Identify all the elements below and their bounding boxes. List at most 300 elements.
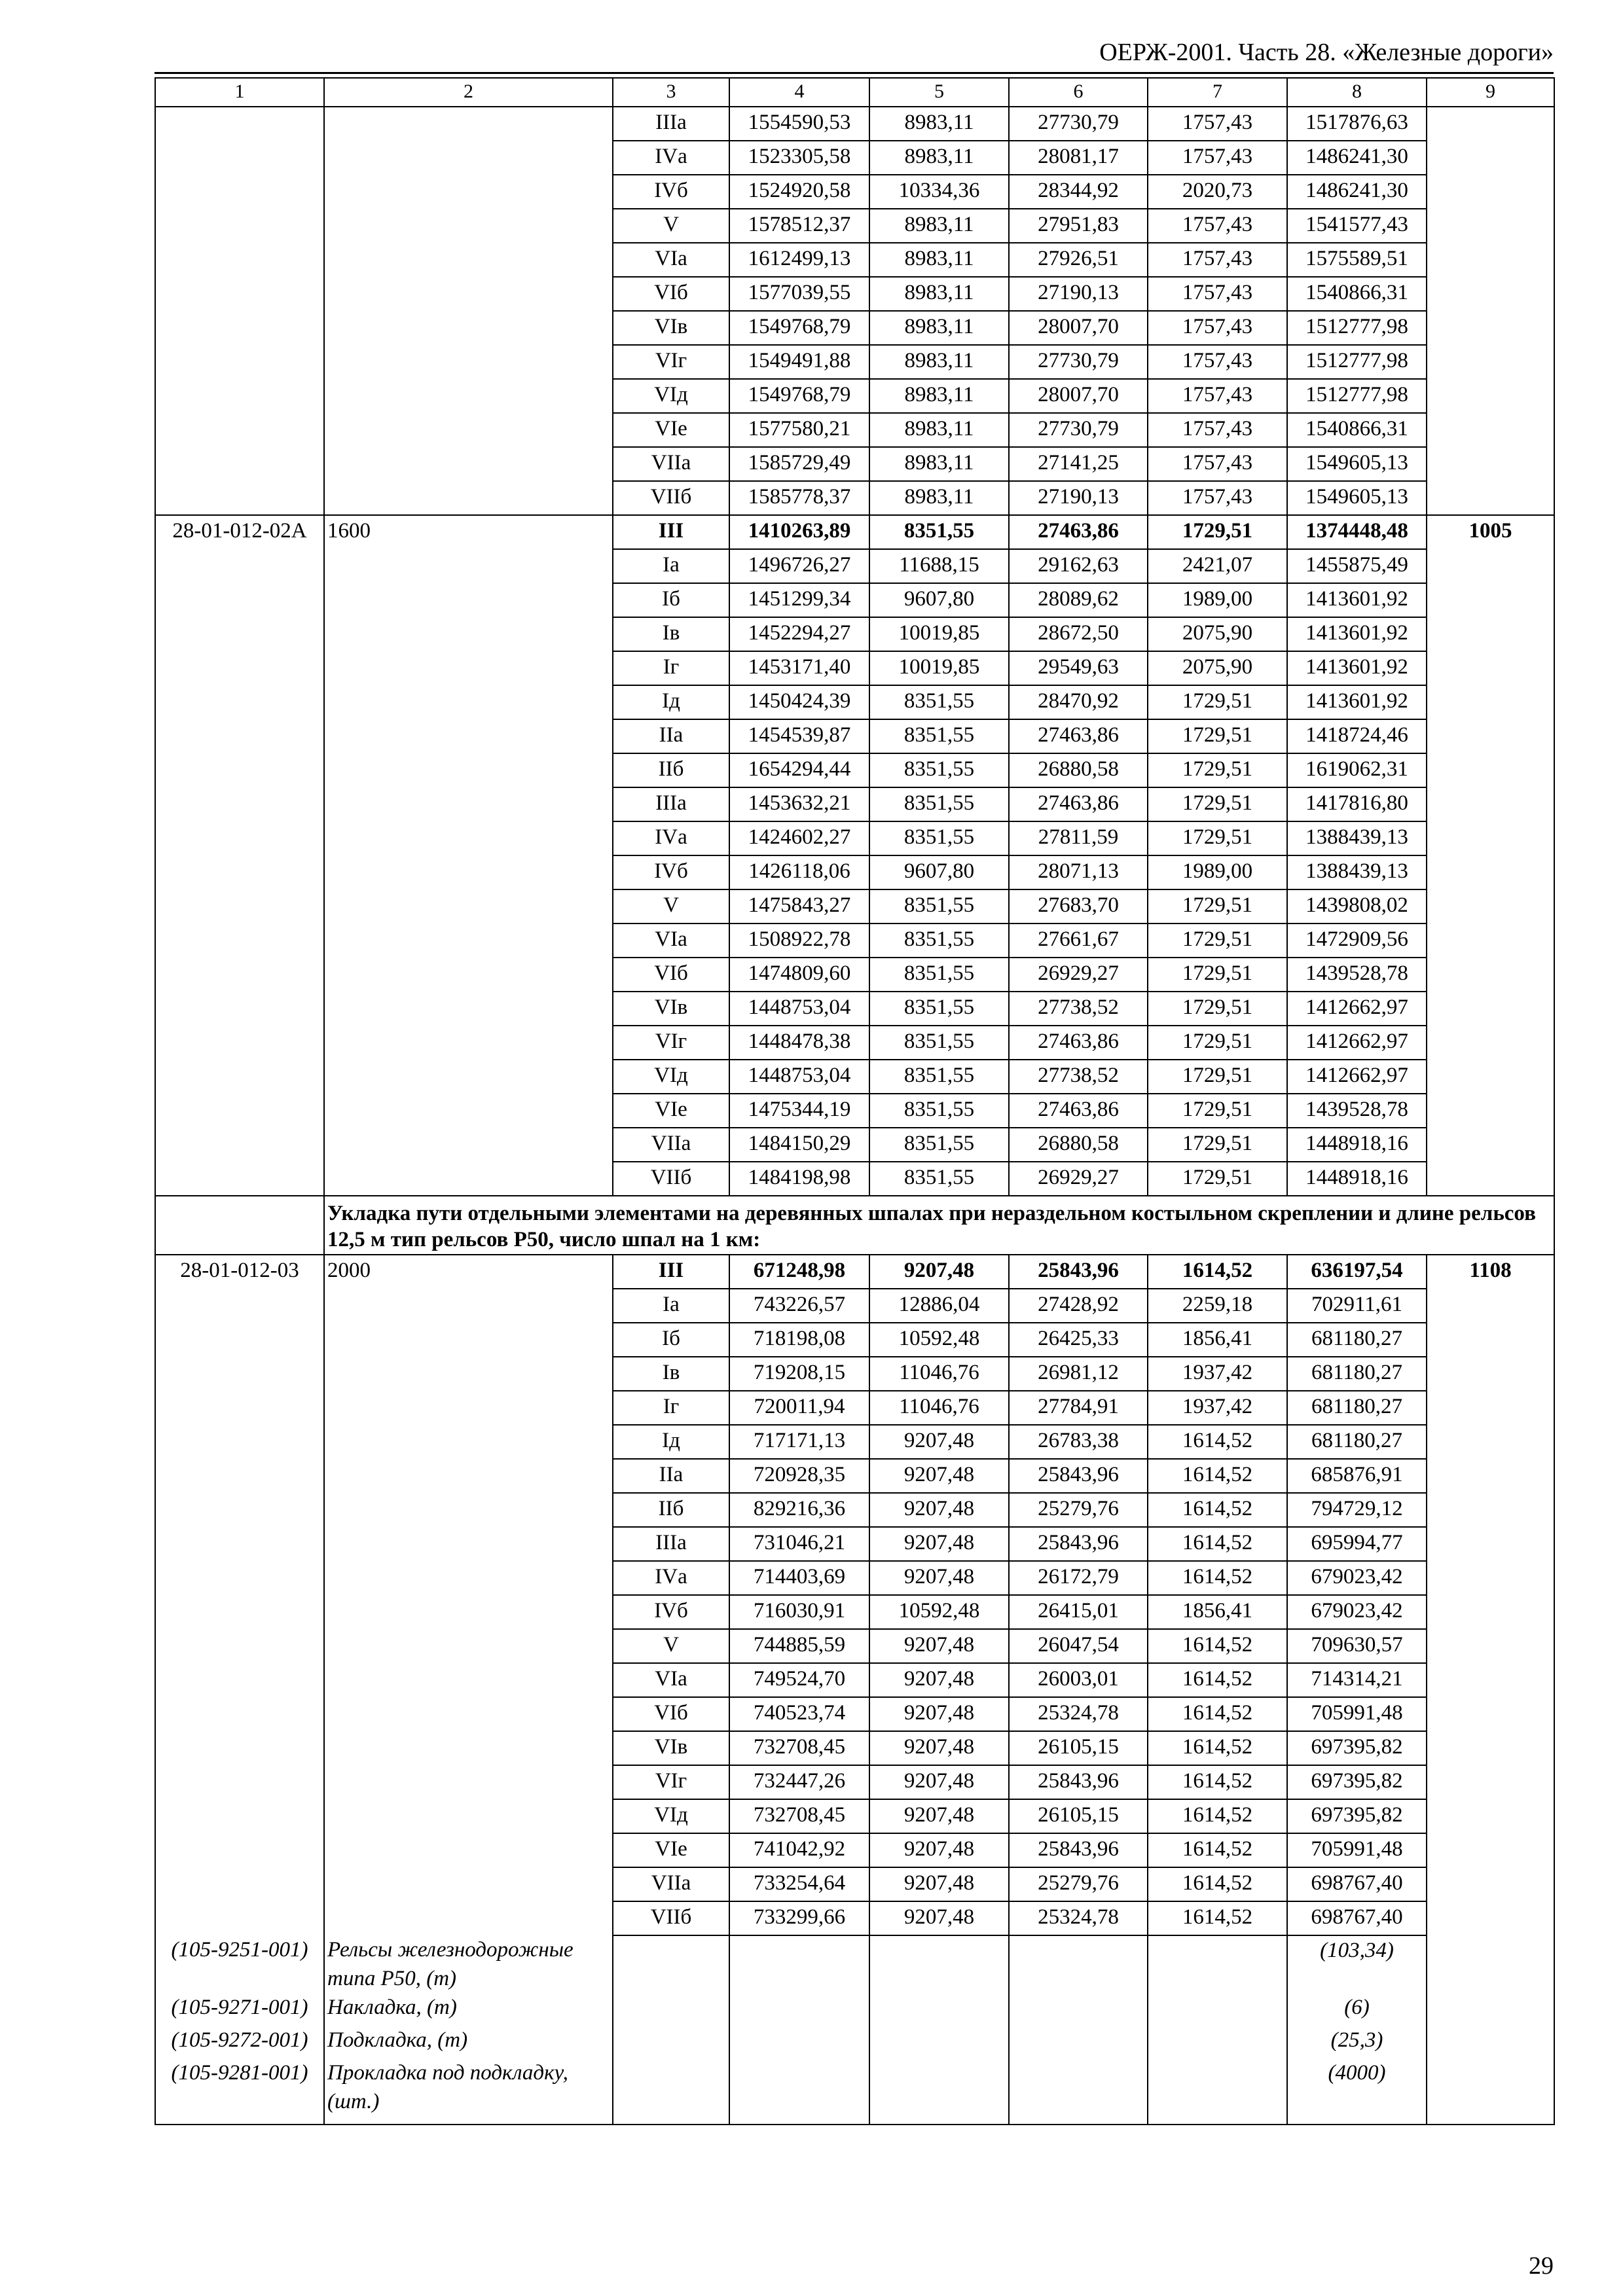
value-cell: 1614,52	[1148, 1799, 1287, 1833]
value-cell: 1585729,49	[729, 447, 869, 481]
table-row	[155, 1867, 1554, 1901]
value-cell: 11046,76	[869, 1357, 1009, 1391]
column-number: 5	[869, 78, 1009, 107]
value-cell: 1413601,92	[1287, 685, 1427, 719]
col9-cell	[1427, 889, 1554, 924]
sleeper-count-cell	[324, 1833, 613, 1867]
code-cell	[155, 1697, 324, 1731]
value-cell: 28007,70	[1009, 379, 1148, 413]
value-cell: 1577580,21	[729, 413, 869, 447]
code-cell	[155, 1527, 324, 1561]
resource-value: (103,34)	[1287, 1935, 1427, 1993]
value-cell: 9207,48	[869, 1765, 1009, 1799]
value-cell: 1578512,37	[729, 209, 869, 243]
code-cell	[155, 1425, 324, 1459]
value-cell: 2020,73	[1148, 175, 1287, 209]
code-cell	[155, 719, 324, 753]
empty-cell	[613, 2026, 729, 2058]
code-cell	[155, 1357, 324, 1391]
value-cell: 829216,36	[729, 1493, 869, 1527]
value-cell: 1614,52	[1148, 1731, 1287, 1765]
value-cell: 9207,48	[869, 1255, 1009, 1289]
zone-cell: VIб	[613, 1697, 729, 1731]
zone-cell: VIIа	[613, 1867, 729, 1901]
value-cell: 26003,01	[1009, 1663, 1148, 1697]
value-cell: 26783,38	[1009, 1425, 1148, 1459]
col9-cell	[1427, 1833, 1554, 1867]
sleeper-count-cell	[324, 413, 613, 447]
column-number: 3	[613, 78, 729, 107]
value-cell: 9207,48	[869, 1561, 1009, 1595]
sleeper-count-cell	[324, 787, 613, 821]
value-cell: 28081,17	[1009, 141, 1148, 175]
table-row	[155, 651, 1554, 685]
value-cell: 1388439,13	[1287, 821, 1427, 855]
value-cell: 1496726,27	[729, 549, 869, 583]
table-row	[155, 1799, 1554, 1833]
table-row	[155, 583, 1554, 617]
value-cell: 1374448,48	[1287, 515, 1427, 549]
value-cell: 27661,67	[1009, 924, 1148, 958]
value-cell: 1453171,40	[729, 651, 869, 685]
code-cell	[155, 1799, 324, 1833]
resource-row	[155, 1935, 1554, 1993]
value-cell: 1654294,44	[729, 753, 869, 787]
value-cell: 10019,85	[869, 617, 1009, 651]
value-cell: 1614,52	[1148, 1663, 1287, 1697]
value-cell: 25279,76	[1009, 1867, 1148, 1901]
value-cell: 28089,62	[1009, 583, 1148, 617]
col9-cell	[1427, 481, 1554, 515]
col9-cell	[1427, 719, 1554, 753]
zone-cell: IIб	[613, 1493, 729, 1527]
value-cell: 8983,11	[869, 447, 1009, 481]
table-row	[155, 515, 1554, 549]
code-cell	[155, 345, 324, 379]
sleeper-count-cell	[324, 1128, 613, 1162]
resource-row	[155, 2058, 1554, 2125]
resource-row	[155, 2026, 1554, 2058]
value-cell: 1757,43	[1148, 311, 1287, 345]
col9-cell	[1427, 345, 1554, 379]
value-cell: 27951,83	[1009, 209, 1148, 243]
value-cell: 733254,64	[729, 1867, 869, 1901]
value-cell: 1412662,97	[1287, 1060, 1427, 1094]
value-cell: 697395,82	[1287, 1731, 1427, 1765]
code-cell	[155, 1060, 324, 1094]
zone-cell: Iв	[613, 1357, 729, 1391]
value-cell: 25843,96	[1009, 1765, 1148, 1799]
sleeper-count-cell	[324, 209, 613, 243]
value-cell: 8351,55	[869, 685, 1009, 719]
value-cell: 1757,43	[1148, 413, 1287, 447]
resource-row	[155, 1993, 1554, 2026]
value-cell: 8983,11	[869, 107, 1009, 141]
empty-cell	[869, 2026, 1009, 2058]
empty-cell	[613, 2058, 729, 2125]
value-cell: 1729,51	[1148, 787, 1287, 821]
value-cell: 9207,48	[869, 1731, 1009, 1765]
table-row	[155, 481, 1554, 515]
value-cell: 720928,35	[729, 1459, 869, 1493]
sleeper-count-cell	[324, 1561, 613, 1595]
value-cell: 743226,57	[729, 1289, 869, 1323]
zone-cell: VIIб	[613, 1162, 729, 1196]
table-row	[155, 1595, 1554, 1629]
col9-cell	[1427, 379, 1554, 413]
value-cell: 26172,79	[1009, 1561, 1148, 1595]
value-cell: 25843,96	[1009, 1833, 1148, 1867]
table-row	[155, 924, 1554, 958]
zone-cell: VIIб	[613, 481, 729, 515]
table-row	[155, 107, 1554, 141]
zone-cell: III	[613, 1255, 729, 1289]
sleeper-count-cell	[324, 821, 613, 855]
resource-value: (25,3)	[1287, 2026, 1427, 2058]
sleeper-count-cell	[324, 617, 613, 651]
zone-cell: Iб	[613, 583, 729, 617]
value-cell: 1729,51	[1148, 1026, 1287, 1060]
code-cell	[155, 787, 324, 821]
zone-cell: Iб	[613, 1323, 729, 1357]
code-cell	[155, 1561, 324, 1595]
table-row	[155, 1391, 1554, 1425]
col9-cell	[1427, 787, 1554, 821]
sleeper-count-cell	[324, 1765, 613, 1799]
value-cell: 25843,96	[1009, 1255, 1148, 1289]
value-cell: 1614,52	[1148, 1901, 1287, 1935]
section-title-row	[155, 1196, 1554, 1255]
column-number: 4	[729, 78, 869, 107]
table-row	[155, 1493, 1554, 1527]
value-cell: 1937,42	[1148, 1391, 1287, 1425]
col9-cell	[1427, 1867, 1554, 1901]
value-cell: 1517876,63	[1287, 107, 1427, 141]
value-cell: 27463,86	[1009, 515, 1148, 549]
zone-cell: IIа	[613, 1459, 729, 1493]
value-cell: 1757,43	[1148, 141, 1287, 175]
col9-cell	[1427, 685, 1554, 719]
value-cell: 8983,11	[869, 141, 1009, 175]
value-cell: 2075,90	[1148, 651, 1287, 685]
col9-cell	[1427, 1629, 1554, 1663]
value-cell: 1757,43	[1148, 345, 1287, 379]
value-cell: 732447,26	[729, 1765, 869, 1799]
sleeper-count-cell	[324, 277, 613, 311]
col9-cell	[1427, 1026, 1554, 1060]
value-cell: 1757,43	[1148, 277, 1287, 311]
table-row	[155, 753, 1554, 787]
col9-cell	[1427, 107, 1554, 141]
sleeper-count-cell	[324, 175, 613, 209]
table-row	[155, 1697, 1554, 1731]
value-cell: 27926,51	[1009, 243, 1148, 277]
zone-cell: VIIа	[613, 1128, 729, 1162]
table-row	[155, 1323, 1554, 1357]
col9-cell	[1427, 1425, 1554, 1459]
zone-cell: V	[613, 209, 729, 243]
value-cell: 27190,13	[1009, 481, 1148, 515]
value-cell: 8983,11	[869, 243, 1009, 277]
table-row	[155, 821, 1554, 855]
table-row	[155, 1561, 1554, 1595]
value-cell: 27463,86	[1009, 1094, 1148, 1128]
value-cell: 1729,51	[1148, 992, 1287, 1026]
value-cell: 1484198,98	[729, 1162, 869, 1196]
value-cell: 698767,40	[1287, 1867, 1427, 1901]
value-cell: 1512777,98	[1287, 379, 1427, 413]
table-row	[155, 719, 1554, 753]
code-cell	[155, 1493, 324, 1527]
value-cell: 27190,13	[1009, 277, 1148, 311]
col9-cell	[1427, 1060, 1554, 1094]
zone-cell: IVа	[613, 821, 729, 855]
value-cell: 1448918,16	[1287, 1162, 1427, 1196]
value-cell: 1453632,21	[729, 787, 869, 821]
value-cell: 1729,51	[1148, 1060, 1287, 1094]
value-cell: 27738,52	[1009, 992, 1148, 1026]
col9-cell	[1427, 855, 1554, 889]
value-cell: 1614,52	[1148, 1765, 1287, 1799]
sleeper-count-cell	[324, 447, 613, 481]
table-row	[155, 1663, 1554, 1697]
value-cell: 8983,11	[869, 277, 1009, 311]
value-cell: 27463,86	[1009, 719, 1148, 753]
value-cell: 1388439,13	[1287, 855, 1427, 889]
value-cell: 697395,82	[1287, 1765, 1427, 1799]
value-cell: 11688,15	[869, 549, 1009, 583]
table-row	[155, 855, 1554, 889]
value-cell: 1614,52	[1148, 1833, 1287, 1867]
table-row	[155, 1128, 1554, 1162]
table-row	[155, 617, 1554, 651]
zone-cell: Iв	[613, 617, 729, 651]
code-cell	[155, 107, 324, 141]
resource-value: (4000)	[1287, 2058, 1427, 2125]
value-cell: 26929,27	[1009, 1162, 1148, 1196]
zone-cell: VIа	[613, 1663, 729, 1697]
col9-cell: 1005	[1427, 515, 1554, 549]
value-cell: 1937,42	[1148, 1357, 1287, 1391]
zone-cell: IIа	[613, 719, 729, 753]
value-cell: 1614,52	[1148, 1629, 1287, 1663]
value-cell: 1614,52	[1148, 1867, 1287, 1901]
col9-cell	[1427, 1799, 1554, 1833]
sleeper-count-cell	[324, 345, 613, 379]
value-cell: 1577039,55	[729, 277, 869, 311]
table-row	[155, 1357, 1554, 1391]
sleeper-count-cell	[324, 243, 613, 277]
code-cell	[155, 992, 324, 1026]
sleeper-count-cell	[324, 753, 613, 787]
value-cell: 1729,51	[1148, 1094, 1287, 1128]
value-cell: 716030,91	[729, 1595, 869, 1629]
value-cell: 8351,55	[869, 992, 1009, 1026]
value-cell: 1585778,37	[729, 481, 869, 515]
value-cell: 1541577,43	[1287, 209, 1427, 243]
value-cell: 705991,48	[1287, 1833, 1427, 1867]
col9-cell	[1427, 958, 1554, 992]
empty-cell	[1427, 2026, 1554, 2058]
column-number: 6	[1009, 78, 1148, 107]
value-cell: 1540866,31	[1287, 277, 1427, 311]
col9-cell	[1427, 1289, 1554, 1323]
value-cell: 9207,48	[869, 1867, 1009, 1901]
zone-cell: VIа	[613, 924, 729, 958]
page-number: 29	[1529, 2252, 1554, 2280]
value-cell: 1475344,19	[729, 1094, 869, 1128]
value-cell: 1486241,30	[1287, 141, 1427, 175]
col9-cell	[1427, 447, 1554, 481]
value-cell: 25843,96	[1009, 1527, 1148, 1561]
value-cell: 26929,27	[1009, 958, 1148, 992]
value-cell: 1512777,98	[1287, 345, 1427, 379]
code-cell	[155, 1833, 324, 1867]
col9-cell	[1427, 617, 1554, 651]
value-cell: 25324,78	[1009, 1901, 1148, 1935]
column-number: 9	[1427, 78, 1554, 107]
table-row	[155, 1459, 1554, 1493]
value-cell: 671248,98	[729, 1255, 869, 1289]
table-row	[155, 1060, 1554, 1094]
code-cell	[155, 209, 324, 243]
value-cell: 1508922,78	[729, 924, 869, 958]
zone-cell: VIд	[613, 1799, 729, 1833]
empty-cell	[1009, 1935, 1148, 1993]
value-cell: 9207,48	[869, 1493, 1009, 1527]
value-cell: 8351,55	[869, 1162, 1009, 1196]
value-cell: 25324,78	[1009, 1697, 1148, 1731]
value-cell: 1439528,78	[1287, 1094, 1427, 1128]
value-cell: 1540866,31	[1287, 413, 1427, 447]
table-row	[155, 958, 1554, 992]
value-cell: 681180,27	[1287, 1425, 1427, 1459]
value-cell: 749524,70	[729, 1663, 869, 1697]
zone-cell: VIв	[613, 992, 729, 1026]
col9-cell	[1427, 1128, 1554, 1162]
sleeper-count-cell	[324, 1867, 613, 1901]
col9-cell	[1427, 1901, 1554, 1935]
sleeper-count-cell	[324, 1901, 613, 1935]
value-cell: 1729,51	[1148, 958, 1287, 992]
value-cell: 8983,11	[869, 345, 1009, 379]
col9-cell	[1427, 1663, 1554, 1697]
value-cell: 8351,55	[869, 719, 1009, 753]
zone-cell: Iг	[613, 651, 729, 685]
value-cell: 679023,42	[1287, 1561, 1427, 1595]
column-number: 8	[1287, 78, 1427, 107]
value-cell: 10592,48	[869, 1323, 1009, 1357]
zone-cell: VIв	[613, 311, 729, 345]
sleeper-count-cell	[324, 1493, 613, 1527]
code-cell	[155, 583, 324, 617]
value-cell: 1549491,88	[729, 345, 869, 379]
table-row	[155, 379, 1554, 413]
value-cell: 8351,55	[869, 958, 1009, 992]
sleeper-count-cell	[324, 1697, 613, 1731]
value-cell: 26981,12	[1009, 1357, 1148, 1391]
code-cell	[155, 617, 324, 651]
sleeper-count-cell	[324, 141, 613, 175]
col9-cell	[1427, 992, 1554, 1026]
zone-cell: Iа	[613, 549, 729, 583]
value-cell: 741042,92	[729, 1833, 869, 1867]
value-cell: 1410263,89	[729, 515, 869, 549]
value-cell: 9207,48	[869, 1527, 1009, 1561]
code-cell: 28-01-012-03	[155, 1255, 324, 1289]
resource-name: Рельсы железнодорожные типа Р50, (т)	[324, 1935, 613, 1993]
code-cell	[155, 821, 324, 855]
table-row	[155, 345, 1554, 379]
value-cell: 2421,07	[1148, 549, 1287, 583]
zone-cell: VIв	[613, 1731, 729, 1765]
value-cell: 8983,11	[869, 413, 1009, 447]
value-cell: 8983,11	[869, 311, 1009, 345]
value-cell: 1451299,34	[729, 583, 869, 617]
value-cell: 10334,36	[869, 175, 1009, 209]
resource-code: (105-9272-001)	[155, 2026, 324, 2058]
value-cell: 1412662,97	[1287, 992, 1427, 1026]
empty-cell	[729, 1993, 869, 2026]
value-cell: 9607,80	[869, 855, 1009, 889]
value-cell: 720011,94	[729, 1391, 869, 1425]
zone-cell: VIе	[613, 1094, 729, 1128]
code-cell	[155, 549, 324, 583]
col9-cell	[1427, 311, 1554, 345]
zone-cell: IVа	[613, 1561, 729, 1595]
sleeper-count-cell	[324, 549, 613, 583]
value-cell: 1989,00	[1148, 855, 1287, 889]
value-cell: 1729,51	[1148, 1162, 1287, 1196]
code-cell	[155, 685, 324, 719]
empty-cell	[869, 1935, 1009, 1993]
rates-table	[155, 77, 1555, 2125]
value-cell: 8351,55	[869, 1026, 1009, 1060]
sleeper-count-cell	[324, 1162, 613, 1196]
value-cell: 27730,79	[1009, 413, 1148, 447]
zone-cell: VIг	[613, 345, 729, 379]
code-cell	[155, 1026, 324, 1060]
code-cell	[155, 924, 324, 958]
value-cell: 1549768,79	[729, 379, 869, 413]
value-cell: 1452294,27	[729, 617, 869, 651]
value-cell: 27811,59	[1009, 821, 1148, 855]
col9-cell	[1427, 1323, 1554, 1357]
value-cell: 1614,52	[1148, 1493, 1287, 1527]
zone-cell: VIг	[613, 1026, 729, 1060]
value-cell: 1412662,97	[1287, 1026, 1427, 1060]
col9-cell: 1108	[1427, 1255, 1554, 1289]
value-cell: 1450424,39	[729, 685, 869, 719]
value-cell: 1439528,78	[1287, 958, 1427, 992]
value-cell: 25279,76	[1009, 1493, 1148, 1527]
zone-cell: Iд	[613, 685, 729, 719]
code-cell	[155, 243, 324, 277]
table-row	[155, 243, 1554, 277]
value-cell: 1614,52	[1148, 1527, 1287, 1561]
value-cell: 26105,15	[1009, 1731, 1148, 1765]
code-cell	[155, 1459, 324, 1493]
value-cell: 679023,42	[1287, 1595, 1427, 1629]
value-cell: 8351,55	[869, 787, 1009, 821]
zone-cell: IIIа	[613, 787, 729, 821]
value-cell: 1426118,06	[729, 855, 869, 889]
value-cell: 744885,59	[729, 1629, 869, 1663]
value-cell: 26880,58	[1009, 1128, 1148, 1162]
table-row	[155, 209, 1554, 243]
value-cell: 8351,55	[869, 1094, 1009, 1128]
sleeper-count-cell	[324, 1425, 613, 1459]
